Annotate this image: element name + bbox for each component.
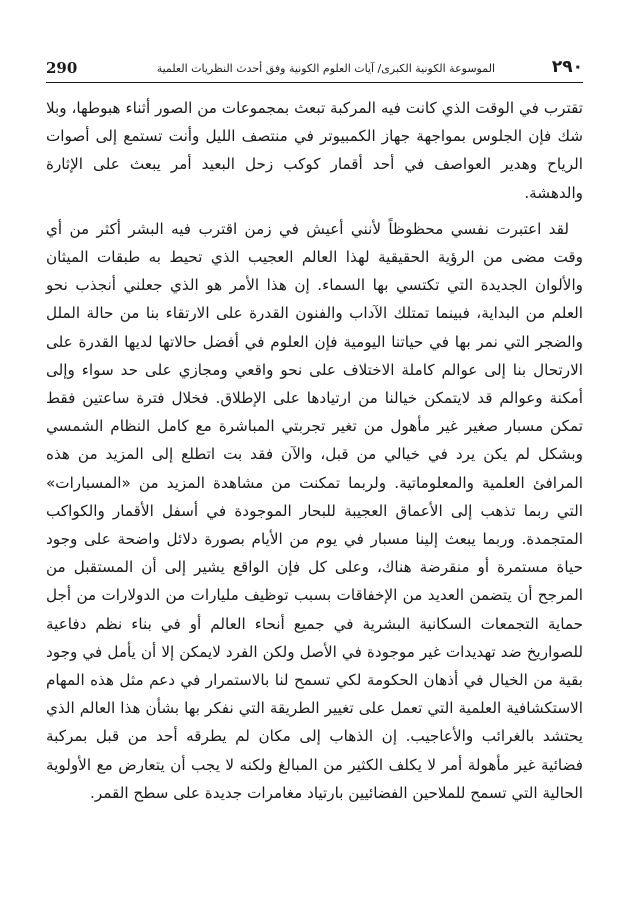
paragraph-2: لقد اعتبرت نفسي محظوظاً لأنني أعيش في زمن اقترب فيه البشر أكثر من أي وقت مضى من الرؤية الحقيقية لهذا العالم العجيب الذي تحيط به طبقات الميثان والألوان الجديدة التي تكتسي بها السماء. إن هذا الأمر هو الذي جعلني أنجذب نحو العلم من البداية، فبينما تمتلك الآداب والفنون القدرة على الارتقاء بنا من حالة الملل والضجر التي نمر بها في حياتنا اليومية فإن العلوم في أفضل حالاتها لديها القدرة على الارتحال بنا إلى عوالم كاملة الاختلاف على نحو واقعي ومجازي على حد سواء وإلى أمكنة وعوالم قد لايتمكن خيالنا من ارتيادها على الإطلاق. فخلال فترة ساعتين فقط تمكن مسبار صغير غير مأهول من تغير تجربتي المباشرة مع كامل النظام الشمسي وبشكل لم يكن يرد في خيالي من قبل، والآن فقد بت اتطلع إلى المزيد من هذه المرافئ العلمية والمعلوماتية. ولربما تمكنت من مشاهدة المزيد من «المسبارات» التي ربما تذهب إلى الأعماق العجيبة للبحار الموجودة في أسفل الأقمار والكواكب المتجمدة. وربما يبعث إلينا مسبار في يوم من الأيام بصورة دلائل واضحة على وجود حياة مستمرة أو منقرضة هناك، وعلى كل فإن الواقع يشير إلى أن المستقبل من المرجح أن يتضمن العديد من الإخفاقات بسبب توظيف مليارات من الدولارات من أجل حماية التجمعات السكانية البشرية في جميع أنحاء العالم أو في بناء نظم دفاعية للصواريخ ضد تهديدات غير موجودة في الأصل ولكن الفرد لايمكن إلا أن يأمل في وجود بقية من الخيال في أذهان الحكومة لكي تسمح لنا بالاستمرار في دعم مثل هذه المهام الاستكشافية العلمية التي تعمل على تغيير الطريقة التي نفكر بها بشأن هذا العالم الذي يحتشد بالغرائب والأعاجيب. إن الذهاب إلى مكان لم يطرقه أحد من قبل بمركبة فضائية غير مأهولة أمر لا يكلف الكثير من المبالغ ولكنه لا يجب أن يتعارض مع الأولوية الحالية التي تسمح للملاحين الفضائيين بارتياد مغامرات جديدة على سطح القمر.	[46, 219, 583, 802]
header-divider	[46, 82, 583, 83]
running-title: الموسوعة الكونية الكبرى/ آيات العلوم الكونية وفق أحدث النظريات العلمية	[156, 62, 495, 75]
paragraph-1: تقترب في الوقت الذي كانت فيه المركبة تبعث بمجموعات من الصور أثناء هبوطها، وبلا شك فإن الجلوس بمواجهة جهاز الكمبيوتر في منتصف الليل وأنت تستمع إلى أصوات الرياح وهدير العواصف في أحد أقمار كوكب زحل البعيد أمر يبعث على الإثارة والدهشة.	[46, 99, 583, 202]
page-number-arabic: ٢٩٠	[551, 57, 583, 77]
body-text	[46, 94, 583, 807]
page-number-latin: 290	[46, 59, 78, 77]
page-header	[46, 58, 583, 86]
